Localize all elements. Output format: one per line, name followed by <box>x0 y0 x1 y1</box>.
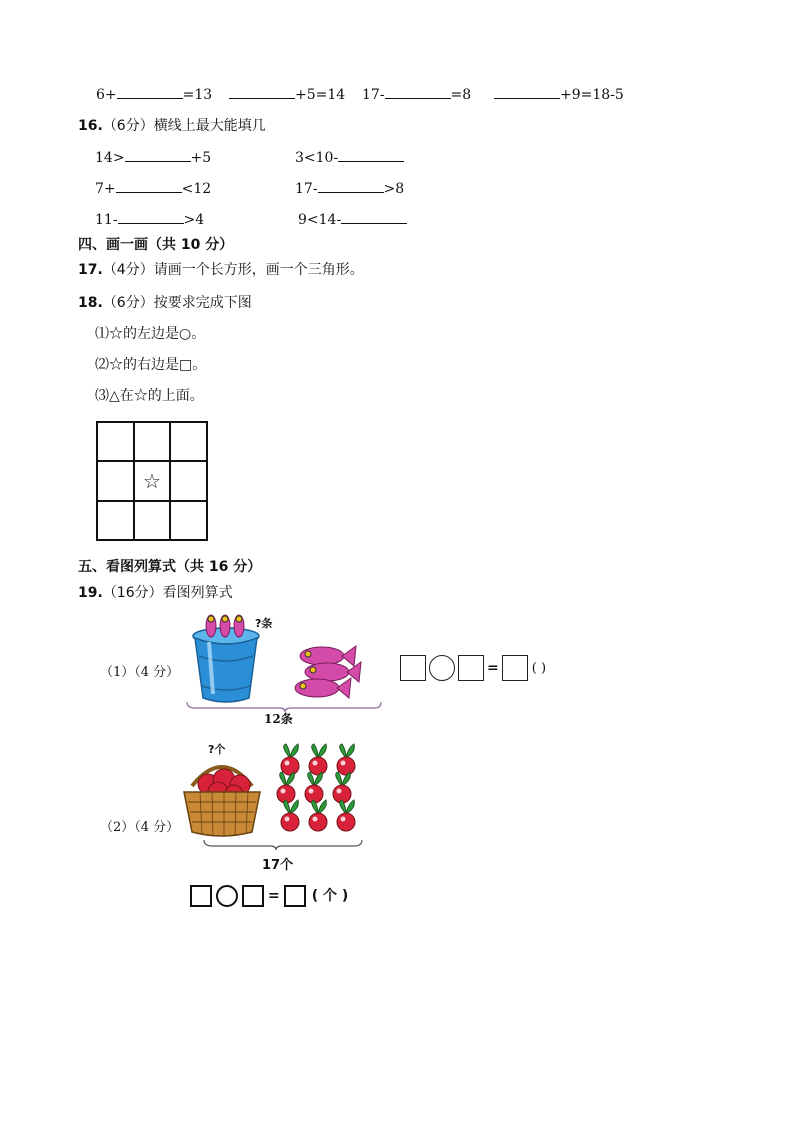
answer-equation-1 <box>400 655 546 681</box>
operator-circle[interactable] <box>216 885 238 907</box>
answer-blank[interactable] <box>125 147 191 162</box>
radish-icon <box>309 800 327 831</box>
radish-icon <box>281 800 299 831</box>
question-score: （16分） <box>102 585 163 601</box>
inequality-prefix: 11- <box>95 212 118 228</box>
radish-icon <box>337 800 355 831</box>
question-score: （6分） <box>102 295 154 311</box>
inequality-suffix: >8 <box>383 181 405 197</box>
instruction-item: ⑶△在☆的上面。 <box>95 388 204 404</box>
question-16-heading <box>78 115 266 135</box>
answer-blank[interactable] <box>494 84 560 99</box>
question-number: 18. <box>78 295 103 311</box>
grid-cell[interactable] <box>170 422 207 461</box>
answer-box[interactable] <box>284 885 306 907</box>
answer-box[interactable] <box>400 655 426 681</box>
total-label: 17个 <box>262 858 294 873</box>
grid-cell[interactable] <box>97 422 134 461</box>
grid-cell[interactable] <box>170 501 207 540</box>
section-heading-4: 四、画一画（共 10 分） <box>78 237 234 253</box>
answer-box[interactable] <box>502 655 528 681</box>
inequality-item <box>95 147 211 166</box>
question-title: 请画一个长方形，画一个三角形。 <box>153 262 364 278</box>
inequality-item <box>95 209 204 228</box>
inequality-item <box>95 178 211 197</box>
answer-blank[interactable] <box>117 84 183 99</box>
fish-group-icon <box>295 646 361 698</box>
question-number: 16. <box>78 118 103 134</box>
grid-cell[interactable] <box>97 501 134 540</box>
grid-cell[interactable] <box>170 461 207 500</box>
grid-cell[interactable] <box>134 422 171 461</box>
question-17-heading <box>78 259 364 279</box>
question-title: 横线上最大能填几 <box>153 118 266 134</box>
answer-blank[interactable] <box>116 178 182 193</box>
unit-paren: ( 个 ) <box>311 888 349 904</box>
question-title: 看图列算式 <box>162 585 233 601</box>
inequality-prefix: 3<10- <box>295 150 339 166</box>
radish-icon <box>309 744 327 775</box>
question-number: 17. <box>78 262 103 278</box>
instruction-item: ⑴☆的左边是○。 <box>95 326 206 342</box>
grid-cell[interactable] <box>97 461 134 500</box>
eq-c-prefix: 17- <box>362 87 385 103</box>
inequality-suffix: <12 <box>181 181 212 197</box>
part-1-label: （1）（4 分） <box>100 665 180 680</box>
question-score: （4分） <box>102 262 154 278</box>
answer-box[interactable] <box>190 885 212 907</box>
inequality-item <box>295 147 404 166</box>
instruction-item: ⑵☆的右边是□。 <box>95 357 207 373</box>
answer-blank[interactable] <box>385 84 451 99</box>
question-18-heading <box>78 292 252 312</box>
equals-sign: = <box>268 888 280 904</box>
radish-group-icon <box>277 744 355 831</box>
star-icon: ☆ <box>143 468 161 493</box>
brace-icon <box>204 840 362 850</box>
eq-d-suffix: +9=18-5 <box>560 87 624 103</box>
grid-cell-center[interactable] <box>134 461 171 500</box>
inequality-suffix: >4 <box>183 212 205 228</box>
equation-b <box>229 84 345 103</box>
equation-d <box>494 84 624 103</box>
equation-row-q15 <box>96 84 212 103</box>
basket-icon <box>184 767 260 837</box>
inequality-prefix: 7+ <box>95 181 116 197</box>
section-heading-5: 五、看图列算式（共 16 分） <box>78 559 262 575</box>
drawing-grid[interactable] <box>96 421 208 541</box>
inequality-item <box>295 178 404 197</box>
answer-blank[interactable] <box>118 209 184 224</box>
equals-sign: = <box>487 660 499 676</box>
answer-blank[interactable] <box>229 84 295 99</box>
question-tag: ?条 <box>255 617 273 630</box>
inequality-prefix: 9<14- <box>298 212 342 228</box>
question-score: （6分） <box>102 118 154 134</box>
eq-a-suffix: =13 <box>182 87 213 103</box>
inequality-prefix: 17- <box>295 181 318 197</box>
radish-icon <box>333 772 351 803</box>
grid-cell[interactable] <box>134 501 171 540</box>
answer-blank[interactable] <box>318 178 384 193</box>
eq-a-prefix: 6+ <box>96 87 117 103</box>
answer-blank[interactable] <box>338 147 404 162</box>
radish-icon <box>281 744 299 775</box>
radish-icon <box>305 772 323 803</box>
eq-c-suffix: =8 <box>450 87 472 103</box>
radish-icon <box>277 772 295 803</box>
operator-circle[interactable] <box>429 655 455 681</box>
part-2-label: （2）（4 分） <box>100 820 180 835</box>
question-number: 19. <box>78 585 103 601</box>
inequality-prefix: 14> <box>95 150 125 166</box>
unit-paren: ( ) <box>531 661 547 676</box>
radish-icon <box>337 744 355 775</box>
answer-box[interactable] <box>242 885 264 907</box>
answer-equation-2 <box>190 885 348 907</box>
equation-c <box>362 84 471 103</box>
fish-in-bucket-icon <box>206 615 244 637</box>
bucket-icon <box>193 628 259 702</box>
answer-box[interactable] <box>458 655 484 681</box>
inequality-suffix: +5 <box>190 150 212 166</box>
question-title: 按要求完成下图 <box>153 295 252 311</box>
question-19-heading <box>78 582 233 602</box>
total-label: 12条 <box>264 712 293 726</box>
question-tag: ?个 <box>208 743 226 756</box>
inequality-item <box>298 209 407 228</box>
answer-blank[interactable] <box>341 209 407 224</box>
eq-b-suffix: +5=14 <box>295 87 346 103</box>
